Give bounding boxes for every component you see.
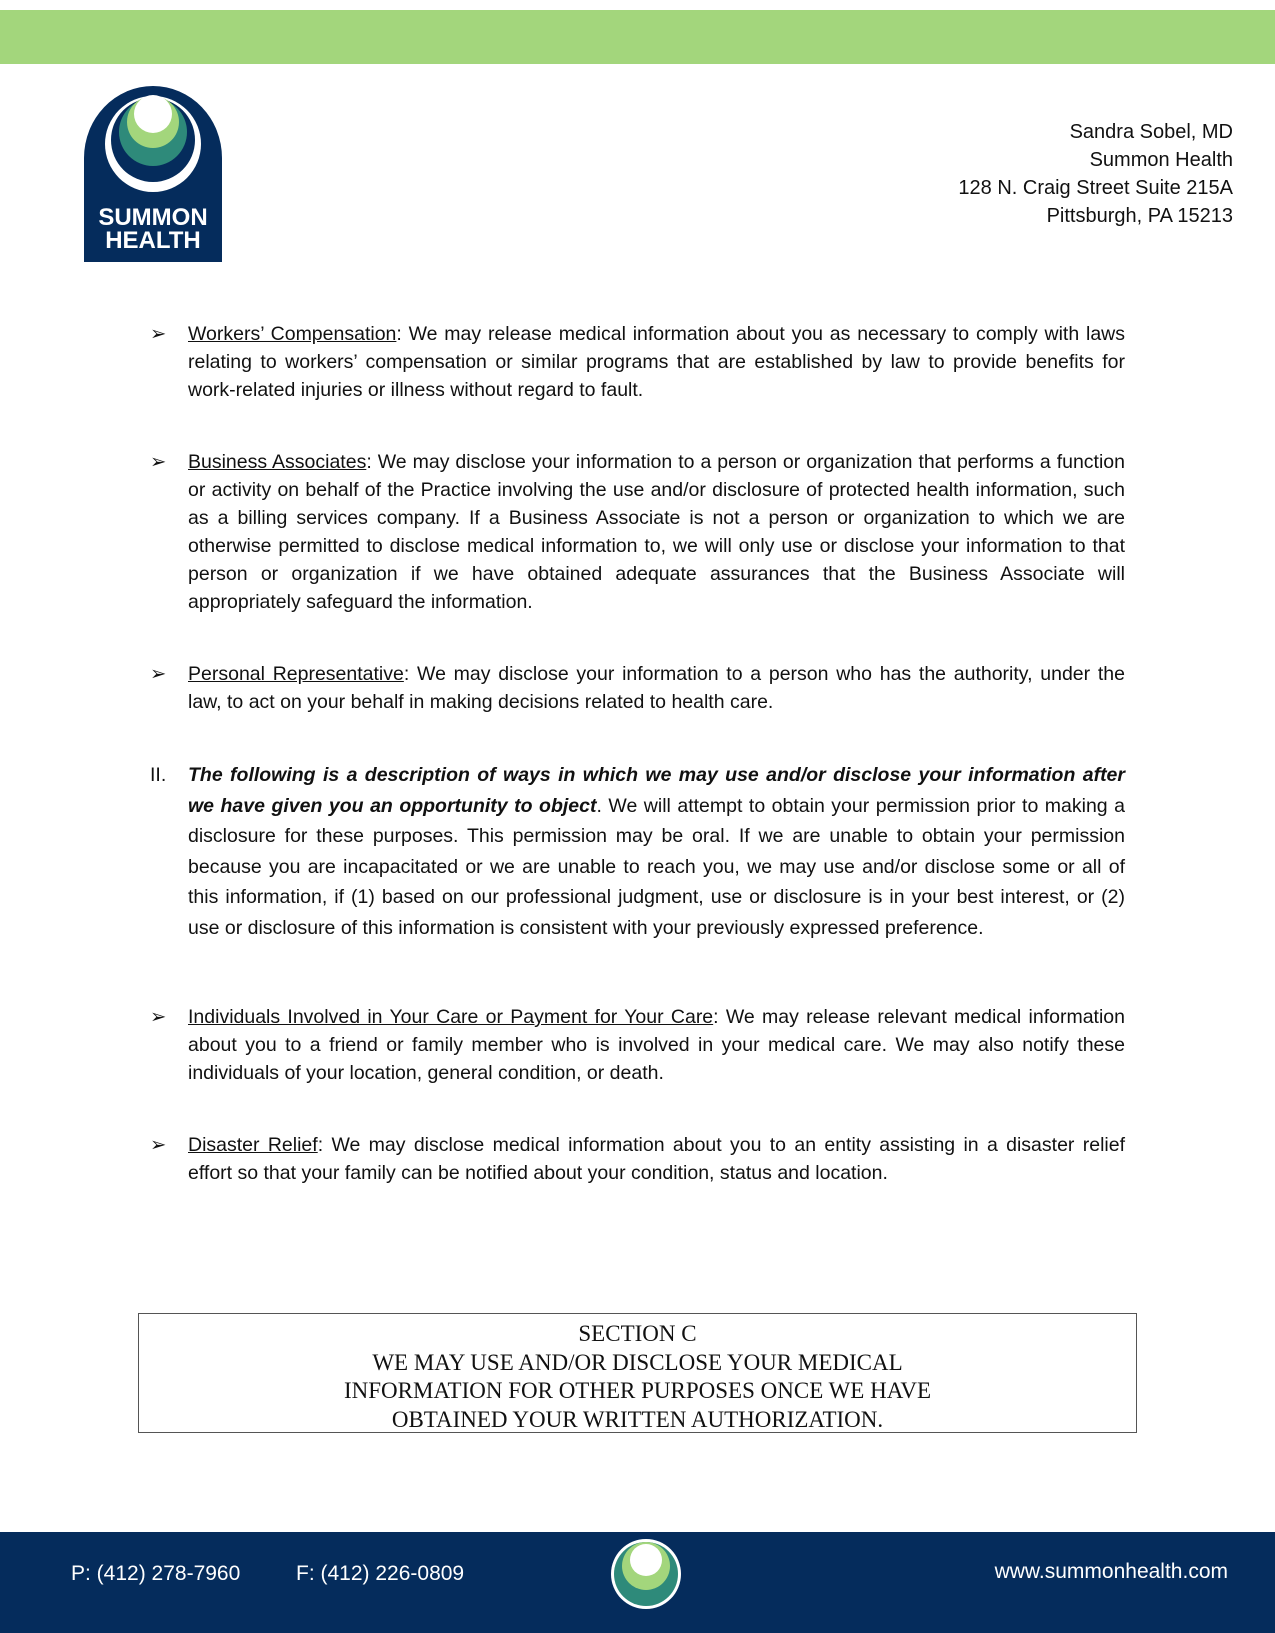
address-line-street: 128 N. Craig Street Suite 215A <box>958 177 1233 199</box>
arrow-bullet-icon: ➢ <box>150 1006 167 1028</box>
arrow-bullet-icon: ➢ <box>150 1134 167 1156</box>
logo-text-line-2: HEALTH <box>105 227 201 254</box>
logo-text-line-1: SUMMON <box>98 204 208 231</box>
item-text: : We may release relevant medical information about you to a friend or family member who is involved in your medical care. We may also notify these individuals of your location, general condition, or death. <box>188 1006 1125 1084</box>
footer-fax: F: (412) 226-0809 <box>296 1562 465 1585</box>
section-c-box <box>138 1313 1137 1433</box>
section-ii-text: . We will attempt to obtain your permission prior to making a disclosure for these purposes. This permission may be oral. If we are unable to obtain your permission because you are incapacitated or we are unable to reach you, we may use and/or disclose some or all of this information, if (1) based on our professional judgment, use or disclosure is in your best interest, or (2) use or disclosure of this information is consistent with your previously expressed preference. <box>188 794 1126 939</box>
footer <box>0 1532 1275 1633</box>
item-term: Personal Representative <box>188 663 404 685</box>
item-term: Individuals Involved in Your Care or Payment for Your Care <box>188 1006 714 1028</box>
summon-health-logo <box>84 86 222 262</box>
footer-website-link[interactable]: www.summonhealth.com <box>994 1560 1228 1583</box>
item-text: : We may disclose medical information about you to an entity assisting in a disaster relief effort so that your family can be notified about your condition, status and location. <box>188 1134 1125 1184</box>
list-item-business-associates <box>150 448 1125 616</box>
section-c-line: WE MAY USE AND/OR DISCLOSE YOUR MEDICAL <box>372 1349 903 1375</box>
address-line-name: Sandra Sobel, MD <box>1069 121 1233 143</box>
top-accent-bar <box>0 10 1275 64</box>
list-item-workers-compensation <box>150 320 1125 404</box>
sender-address <box>958 118 1233 230</box>
section-c-line: INFORMATION FOR OTHER PURPOSES ONCE WE HAVE <box>344 1378 931 1403</box>
section-c-line: OBTAINED YOUR WRITTEN AUTHORIZATION. <box>391 1406 884 1432</box>
section-c-title: SECTION C <box>578 1321 697 1346</box>
item-term: Business Associates <box>188 451 367 473</box>
item-text: : We may disclose your information to a person who has the authority, under the law, to act on your behalf in making decisions related to health care. <box>188 663 1125 713</box>
footer-phone: P: (412) 278-7960 <box>71 1562 241 1585</box>
section-ii <box>150 760 1125 943</box>
section-ii-heading: The following is a description of ways in which we may use and/or disclose your information after we have given you an opportunity to object <box>188 764 1125 817</box>
arrow-bullet-icon: ➢ <box>150 663 167 685</box>
list-item-personal-representative <box>150 660 1125 716</box>
arrow-bullet-icon: ➢ <box>150 451 167 473</box>
address-line-org: Summon Health <box>1089 149 1233 171</box>
item-text: : We may release medical information about you as necessary to comply with laws relating to workers’ compensation or similar programs that are established by law to provide benefits for work-related injuries or illness without regard to fault. <box>188 323 1125 401</box>
list-item-individuals-involved <box>150 1003 1125 1087</box>
roman-numeral: II. <box>150 764 167 786</box>
address-line-city: Pittsburgh, PA 15213 <box>1046 205 1233 227</box>
footer-logo-icon <box>610 1538 682 1610</box>
item-term: Workers’ Compensation <box>188 323 397 345</box>
item-text: : We may disclose your information to a person or organization that performs a function or activity on behalf of the Practice involving the use and/or disclosure of protected health information, such as a billing services company. If a Business Associate is not a person or organization to which we are otherwise permitted to disclose medical information to, we will only use or disclose your information to that person or organization if we have obtained adequate assurances that the Business Associate will appropriately safeguard the information. <box>188 451 1125 613</box>
list-item-disaster-relief <box>150 1131 1125 1187</box>
arrow-bullet-icon: ➢ <box>150 323 167 345</box>
document-body <box>150 320 1125 1187</box>
item-term: Disaster Relief <box>188 1134 318 1156</box>
